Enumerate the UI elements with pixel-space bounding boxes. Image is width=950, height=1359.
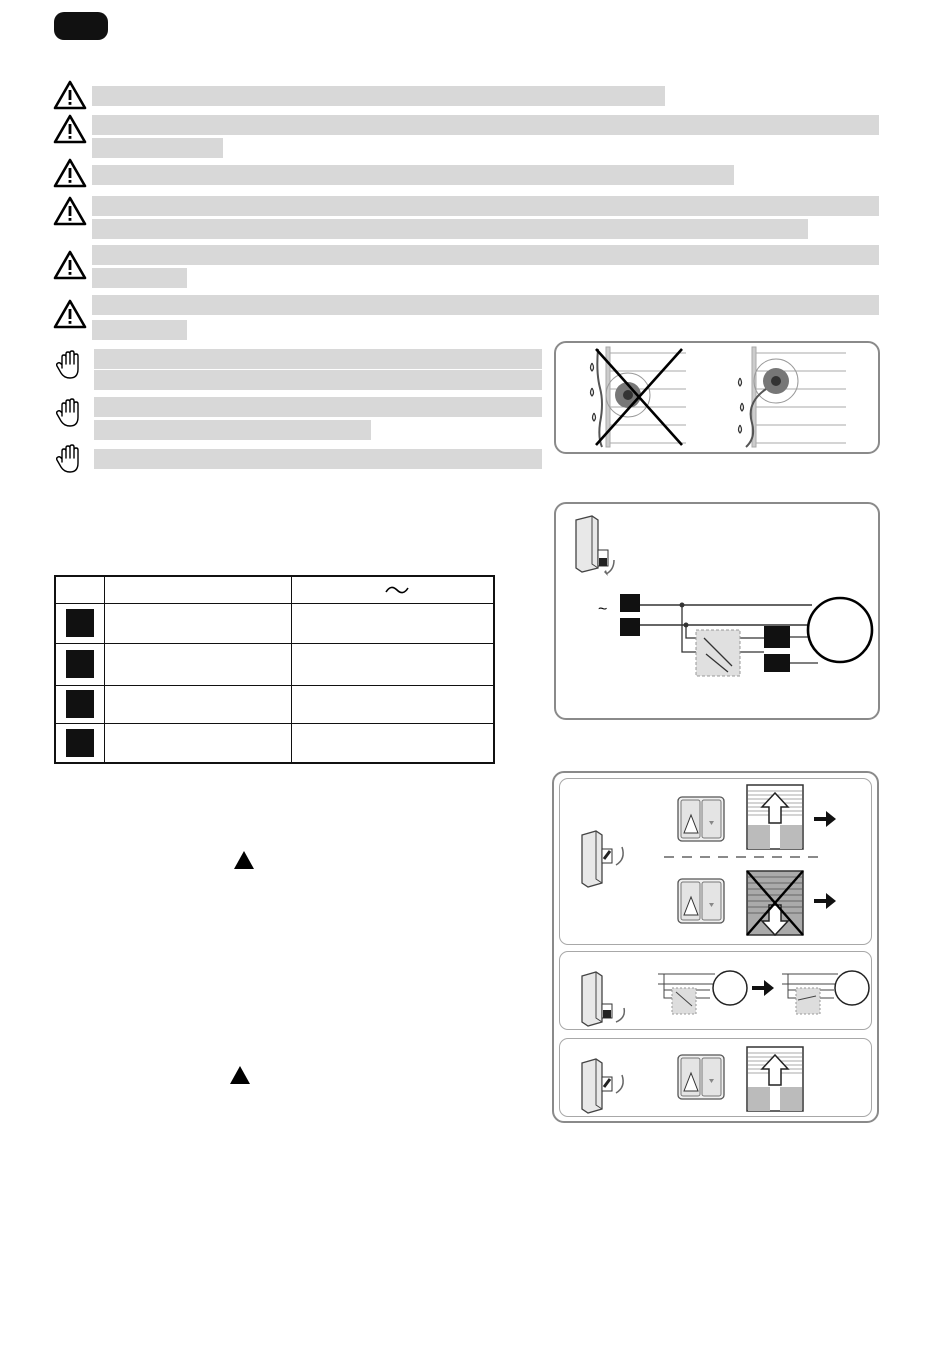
row-cell — [292, 603, 495, 643]
warning-triangle-icon — [53, 250, 87, 280]
switch-box — [696, 630, 740, 676]
warning-text-2b — [92, 138, 223, 158]
hand-icon — [56, 350, 84, 380]
wall-switch-icon — [678, 1055, 724, 1099]
supply-wires — [640, 605, 812, 625]
shutter-down-wrong-icon — [747, 871, 803, 935]
table-row — [55, 603, 494, 643]
row-cell — [105, 603, 292, 643]
step-retest — [559, 1038, 872, 1117]
wiring-after-icon — [782, 971, 869, 1014]
warning-triangle-icon — [53, 80, 87, 110]
ac-symbol-icon — [384, 583, 410, 597]
warning-triangle-icon — [53, 196, 87, 226]
row-marker-cell — [55, 685, 105, 723]
correct-cable-routing — [752, 347, 846, 447]
language-badge — [54, 12, 108, 40]
note-text-1 — [94, 349, 542, 369]
warning-text-5 — [92, 245, 879, 265]
supply-symbol: ~ — [598, 601, 608, 618]
table-row — [55, 643, 494, 685]
circuit-breaker-off-icon — [582, 972, 624, 1026]
wire-marker-2 — [66, 650, 94, 678]
table-row — [55, 723, 494, 763]
warning-text-2 — [92, 115, 879, 135]
hand-icon — [56, 444, 84, 474]
arrow-right-icon — [752, 980, 774, 996]
direction-check-panel — [552, 771, 879, 1123]
circuit-breaker-on-icon — [582, 1059, 623, 1113]
hand-icon — [56, 398, 84, 428]
warning-triangle-icon — [53, 114, 87, 144]
row-marker-cell — [55, 643, 105, 685]
warning-text-6 — [92, 295, 879, 315]
motor-circle — [808, 598, 872, 662]
arrow-right-icon — [814, 893, 836, 909]
drip-loop-illustration — [554, 341, 880, 454]
row-cell — [292, 723, 495, 763]
row-marker-cell — [55, 723, 105, 763]
table-header-row — [55, 576, 494, 603]
header-cell-empty — [55, 576, 105, 603]
terminal-down — [764, 654, 790, 672]
wire-marker-3 — [66, 690, 94, 718]
note-text-1b — [94, 370, 542, 390]
row-cell — [105, 723, 292, 763]
warning-triangle-icon — [53, 158, 87, 188]
wall-switch-icon — [678, 879, 724, 923]
wiring-before-icon — [658, 971, 747, 1014]
step-swap-wires — [559, 951, 872, 1030]
row-cell — [292, 643, 495, 685]
row-cell — [105, 685, 292, 723]
note-text-3 — [94, 449, 542, 469]
note-text-2b — [94, 420, 371, 440]
circuit-breaker-off-icon — [576, 516, 614, 576]
row-cell — [292, 685, 495, 723]
warning-text-5b — [92, 268, 187, 288]
wall-switch-icon — [678, 797, 724, 841]
terminal-up — [764, 626, 790, 648]
table-row — [55, 685, 494, 723]
warning-text-3 — [92, 165, 734, 185]
wire-marker-4 — [66, 729, 94, 757]
arrow-right-icon — [814, 811, 836, 827]
note-text-2 — [94, 397, 542, 417]
circuit-breaker-on-icon — [582, 831, 623, 887]
warning-triangle-icon — [53, 299, 87, 329]
header-cell-ac — [292, 576, 495, 603]
terminal-neutral — [620, 618, 640, 636]
warning-text-4 — [92, 196, 879, 216]
header-cell-function — [105, 576, 292, 603]
step-test-direction — [559, 778, 872, 945]
warning-text-1 — [92, 86, 665, 106]
terminal-live — [620, 594, 640, 612]
row-cell — [105, 643, 292, 685]
up-arrow-icon — [234, 851, 254, 869]
shutter-up-icon — [747, 785, 803, 849]
wiring-schematic — [554, 502, 880, 720]
up-arrow-icon — [230, 1066, 250, 1084]
wiring-table — [54, 575, 495, 764]
shutter-up-icon — [747, 1047, 803, 1111]
warning-text-6b — [92, 320, 187, 340]
wire-marker-1 — [66, 609, 94, 637]
row-marker-cell — [55, 603, 105, 643]
warning-text-4b — [92, 219, 808, 239]
